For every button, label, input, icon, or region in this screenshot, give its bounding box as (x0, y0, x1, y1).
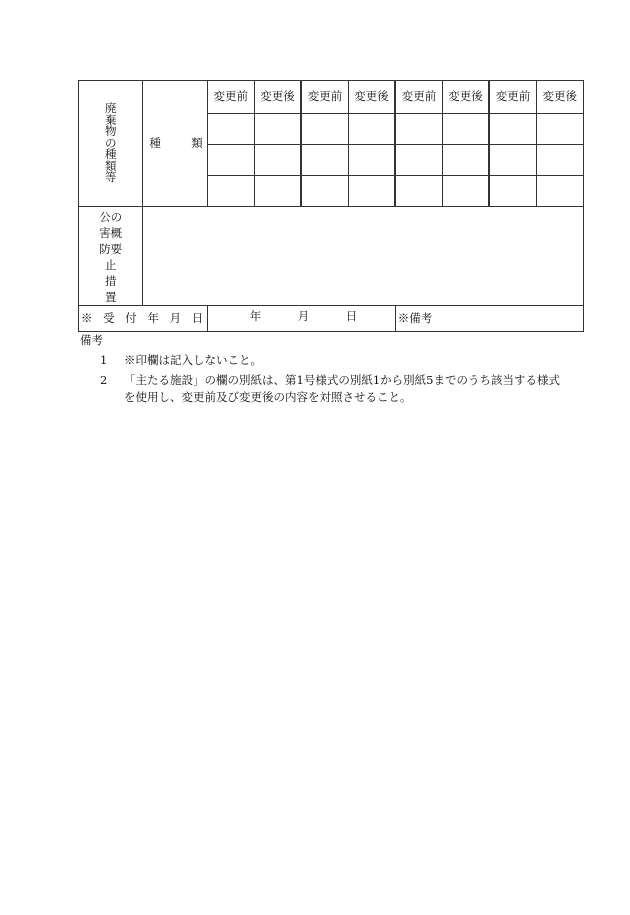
data-cell[interactable] (442, 114, 489, 145)
receipt-date-label: ※ 受 付 年 月 日 (79, 306, 208, 332)
waste-type-label-cell (79, 81, 143, 207)
data-cell[interactable] (536, 114, 583, 145)
receipt-row (79, 306, 584, 332)
col-header-7: 変更前 (489, 81, 536, 114)
note-item (80, 352, 560, 370)
data-cell[interactable] (301, 145, 348, 176)
month-label: 月 (297, 309, 310, 323)
pollution-label-line-6: 置 (104, 290, 117, 304)
data-cell[interactable] (442, 145, 489, 176)
col-header-8: 変更後 (536, 81, 583, 114)
day-label: 日 (345, 309, 358, 323)
pollution-label-line-2: 害概 (99, 226, 123, 240)
pollution-prevention-content[interactable] (143, 207, 583, 306)
data-cell[interactable] (442, 176, 489, 207)
col-header-5: 変更前 (395, 81, 442, 114)
col-header-4: 変更後 (348, 81, 395, 114)
data-cell[interactable] (301, 176, 348, 207)
data-cell[interactable] (395, 145, 442, 176)
data-cell[interactable] (536, 176, 583, 207)
pollution-label-line-1: 公の (99, 210, 123, 224)
data-cell[interactable] (395, 176, 442, 207)
waste-type-label: 廃棄物の種類等 (104, 101, 117, 185)
remarks-label: ※備考 (397, 310, 433, 325)
data-cell[interactable] (254, 145, 301, 176)
note-text: ※印欄は記入しないこと。 (124, 352, 262, 367)
year-label: 年 (249, 309, 262, 323)
pollution-label-line-3: 防要 (99, 242, 123, 256)
waste-change-form-table (78, 80, 584, 332)
data-cell[interactable] (254, 176, 301, 207)
data-cell[interactable] (489, 145, 536, 176)
remarks-field[interactable] (395, 306, 583, 332)
data-cell[interactable] (301, 114, 348, 145)
pollution-label-line-5: 措 (104, 274, 117, 288)
data-cell[interactable] (207, 145, 254, 176)
col-header-3: 変更前 (301, 81, 348, 114)
col-header-6: 変更後 (442, 81, 489, 114)
data-cell[interactable] (254, 114, 301, 145)
data-cell[interactable] (348, 114, 395, 145)
type-label-cell (143, 81, 207, 207)
data-cell[interactable] (489, 114, 536, 145)
pollution-label-line-4: 止 (104, 258, 117, 272)
data-cell[interactable] (395, 114, 442, 145)
pollution-prevention-label-cell (79, 207, 143, 306)
note-item (80, 372, 560, 408)
data-cell[interactable] (348, 176, 395, 207)
note-text: 「主たる施設」の欄の別紙は、第1号様式の別紙1から別紙5までのうち該当する様式を使用し、変更前及び変更後の内容を対照させること。 (124, 372, 560, 405)
note-number: 2 (100, 372, 108, 387)
data-cell[interactable] (348, 145, 395, 176)
col-header-2: 変更後 (254, 81, 301, 114)
type-label-left: 種 (149, 135, 161, 150)
type-label-right: 類 (191, 135, 203, 150)
note-number: 1 (100, 352, 108, 367)
data-cell[interactable] (207, 176, 254, 207)
pollution-prevention-row (79, 207, 584, 306)
col-header-1: 変更前 (207, 81, 254, 114)
data-cell[interactable] (536, 145, 583, 176)
notes-section (80, 332, 560, 407)
data-cell[interactable] (489, 176, 536, 207)
notes-heading: 備考 (80, 333, 103, 347)
header-row (79, 81, 584, 114)
receipt-date-field[interactable] (207, 306, 395, 332)
data-cell[interactable] (207, 114, 254, 145)
